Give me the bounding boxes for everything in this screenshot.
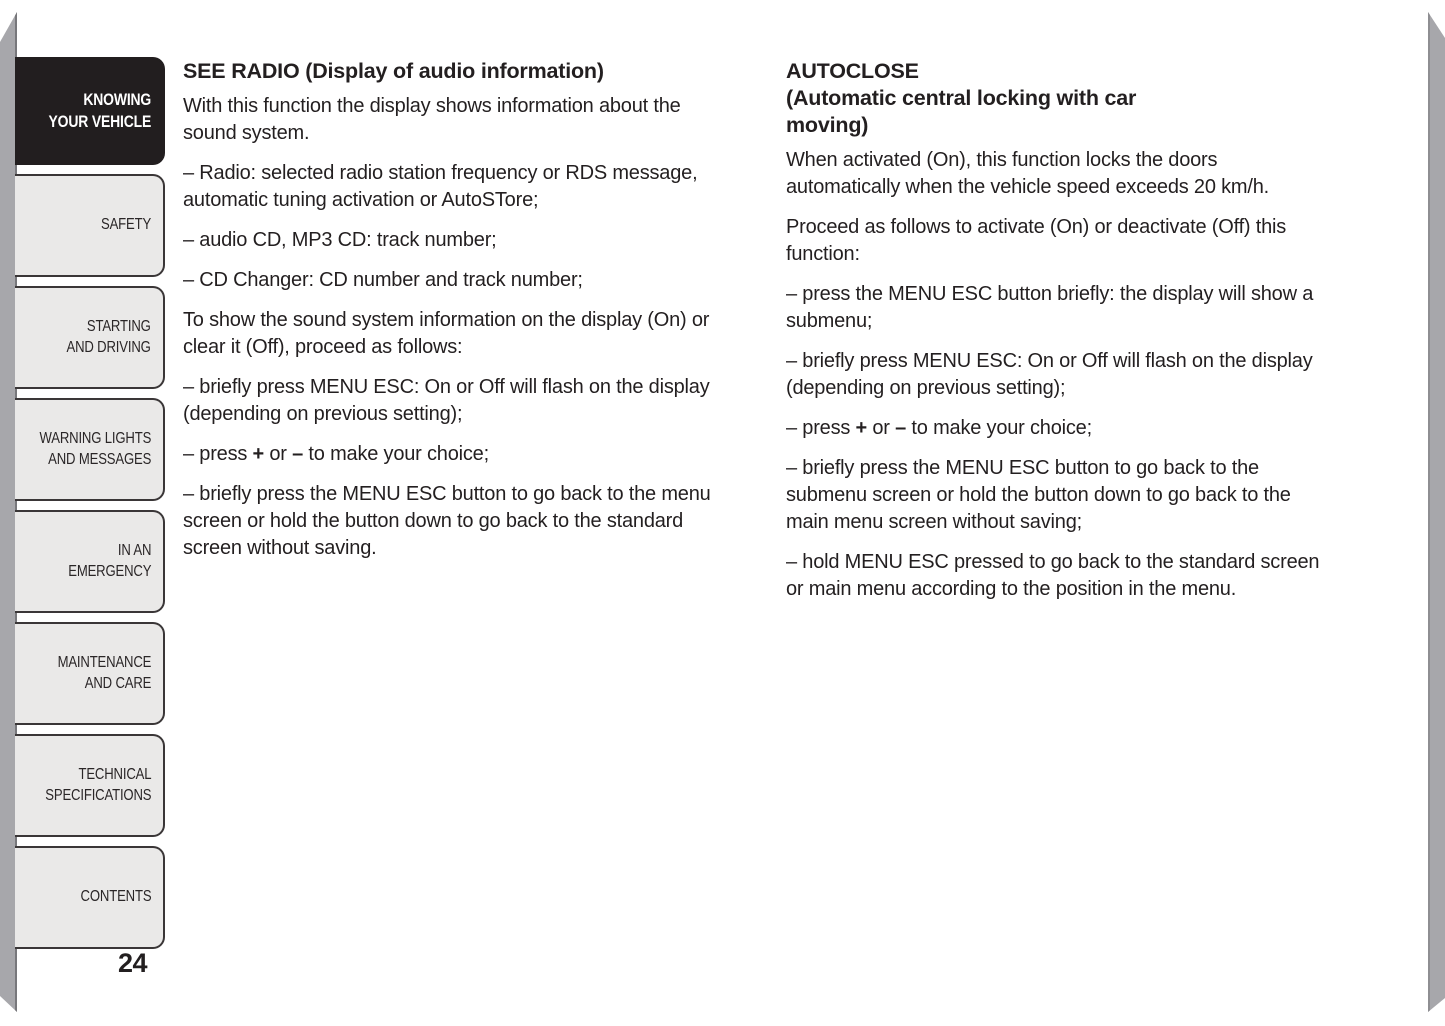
- paragraph: Proceed as follows to activate (On) or deactivate (Off) this function:: [786, 216, 1287, 265]
- sidebar-tab-warning-lights-and-messages[interactable]: [15, 398, 165, 501]
- sidebar-tab-knowing-your-vehicle[interactable]: [15, 57, 165, 165]
- tab-label: CONTENTS: [80, 888, 151, 906]
- paragraph: – briefly press MENU ESC: On or Off will flash on the display (depending on previous setting);: [183, 376, 710, 425]
- tab-label: STARTING AND DRIVING: [66, 317, 151, 356]
- section-heading: AUTOCLOSE (Automatic central locking with car moving): [786, 59, 1137, 137]
- content-column: [786, 58, 1320, 616]
- paragraph: – audio CD, MP3 CD: track number;: [183, 229, 497, 251]
- sidebar-tab-technical-specifications[interactable]: [15, 734, 165, 837]
- tab-label: MAINTENANCE AND CARE: [57, 653, 151, 692]
- paragraph: With this function the display shows information about the sound system.: [183, 95, 681, 144]
- sidebar-tab-contents[interactable]: [15, 846, 165, 949]
- paragraph: – CD Changer: CD number and track number;: [183, 269, 583, 291]
- content-column: [183, 58, 717, 575]
- tab-label: TECHNICAL SPECIFICATIONS: [44, 765, 151, 804]
- sidebar-tab-in-an-emergency[interactable]: [15, 510, 165, 613]
- tab-label: WARNING LIGHTS AND MESSAGES: [39, 429, 152, 468]
- paragraph: – press the MENU ESC button briefly: the display will show a submenu;: [786, 283, 1314, 332]
- paragraph: – press + or – to make your choice;: [183, 443, 489, 465]
- column-body: [786, 147, 1320, 603]
- section-heading: SEE RADIO (Display of audio information): [183, 59, 604, 83]
- sidebar-tab-maintenance-and-care[interactable]: [15, 622, 165, 725]
- paragraph: – hold MENU ESC pressed to go back to the standard screen or main menu according to the position in the menu.: [786, 551, 1320, 600]
- sidebar-tab-starting-and-driving[interactable]: [15, 286, 165, 389]
- paragraph: – Radio: selected radio station frequency or RDS message, automatic tuning activation or AutoSTore;: [183, 162, 698, 211]
- paragraph: – briefly press the MENU ESC button to go back to the menu screen or hold the button down to go back to the standard screen without saving.: [183, 483, 711, 559]
- page-edge-right: [1428, 12, 1445, 1012]
- paragraph: – briefly press MENU ESC: On or Off will flash on the display (depending on previous setting);: [786, 350, 1313, 399]
- paragraph: When activated (On), this function locks the doors automatically when the vehicle speed exceeds 20 km/h.: [786, 149, 1270, 198]
- paragraph: – press + or – to make your choice;: [786, 417, 1092, 439]
- sidebar-tab-safety[interactable]: [15, 174, 165, 277]
- tab-label: IN AN EMERGENCY: [67, 541, 151, 580]
- paragraph: – briefly press the MENU ESC button to go back to the submenu screen or hold the button down to go back to the main menu screen without saving;: [786, 457, 1291, 533]
- paragraph: To show the sound system information on the display (On) or clear it (Off), proceed as follows:: [183, 309, 710, 358]
- tab-label: KNOWING YOUR VEHICLE: [48, 89, 151, 131]
- column-body: [183, 93, 717, 562]
- tab-label: SAFETY: [100, 216, 151, 234]
- page-number: 24: [118, 948, 148, 978]
- sidebar-tabs: [15, 57, 165, 958]
